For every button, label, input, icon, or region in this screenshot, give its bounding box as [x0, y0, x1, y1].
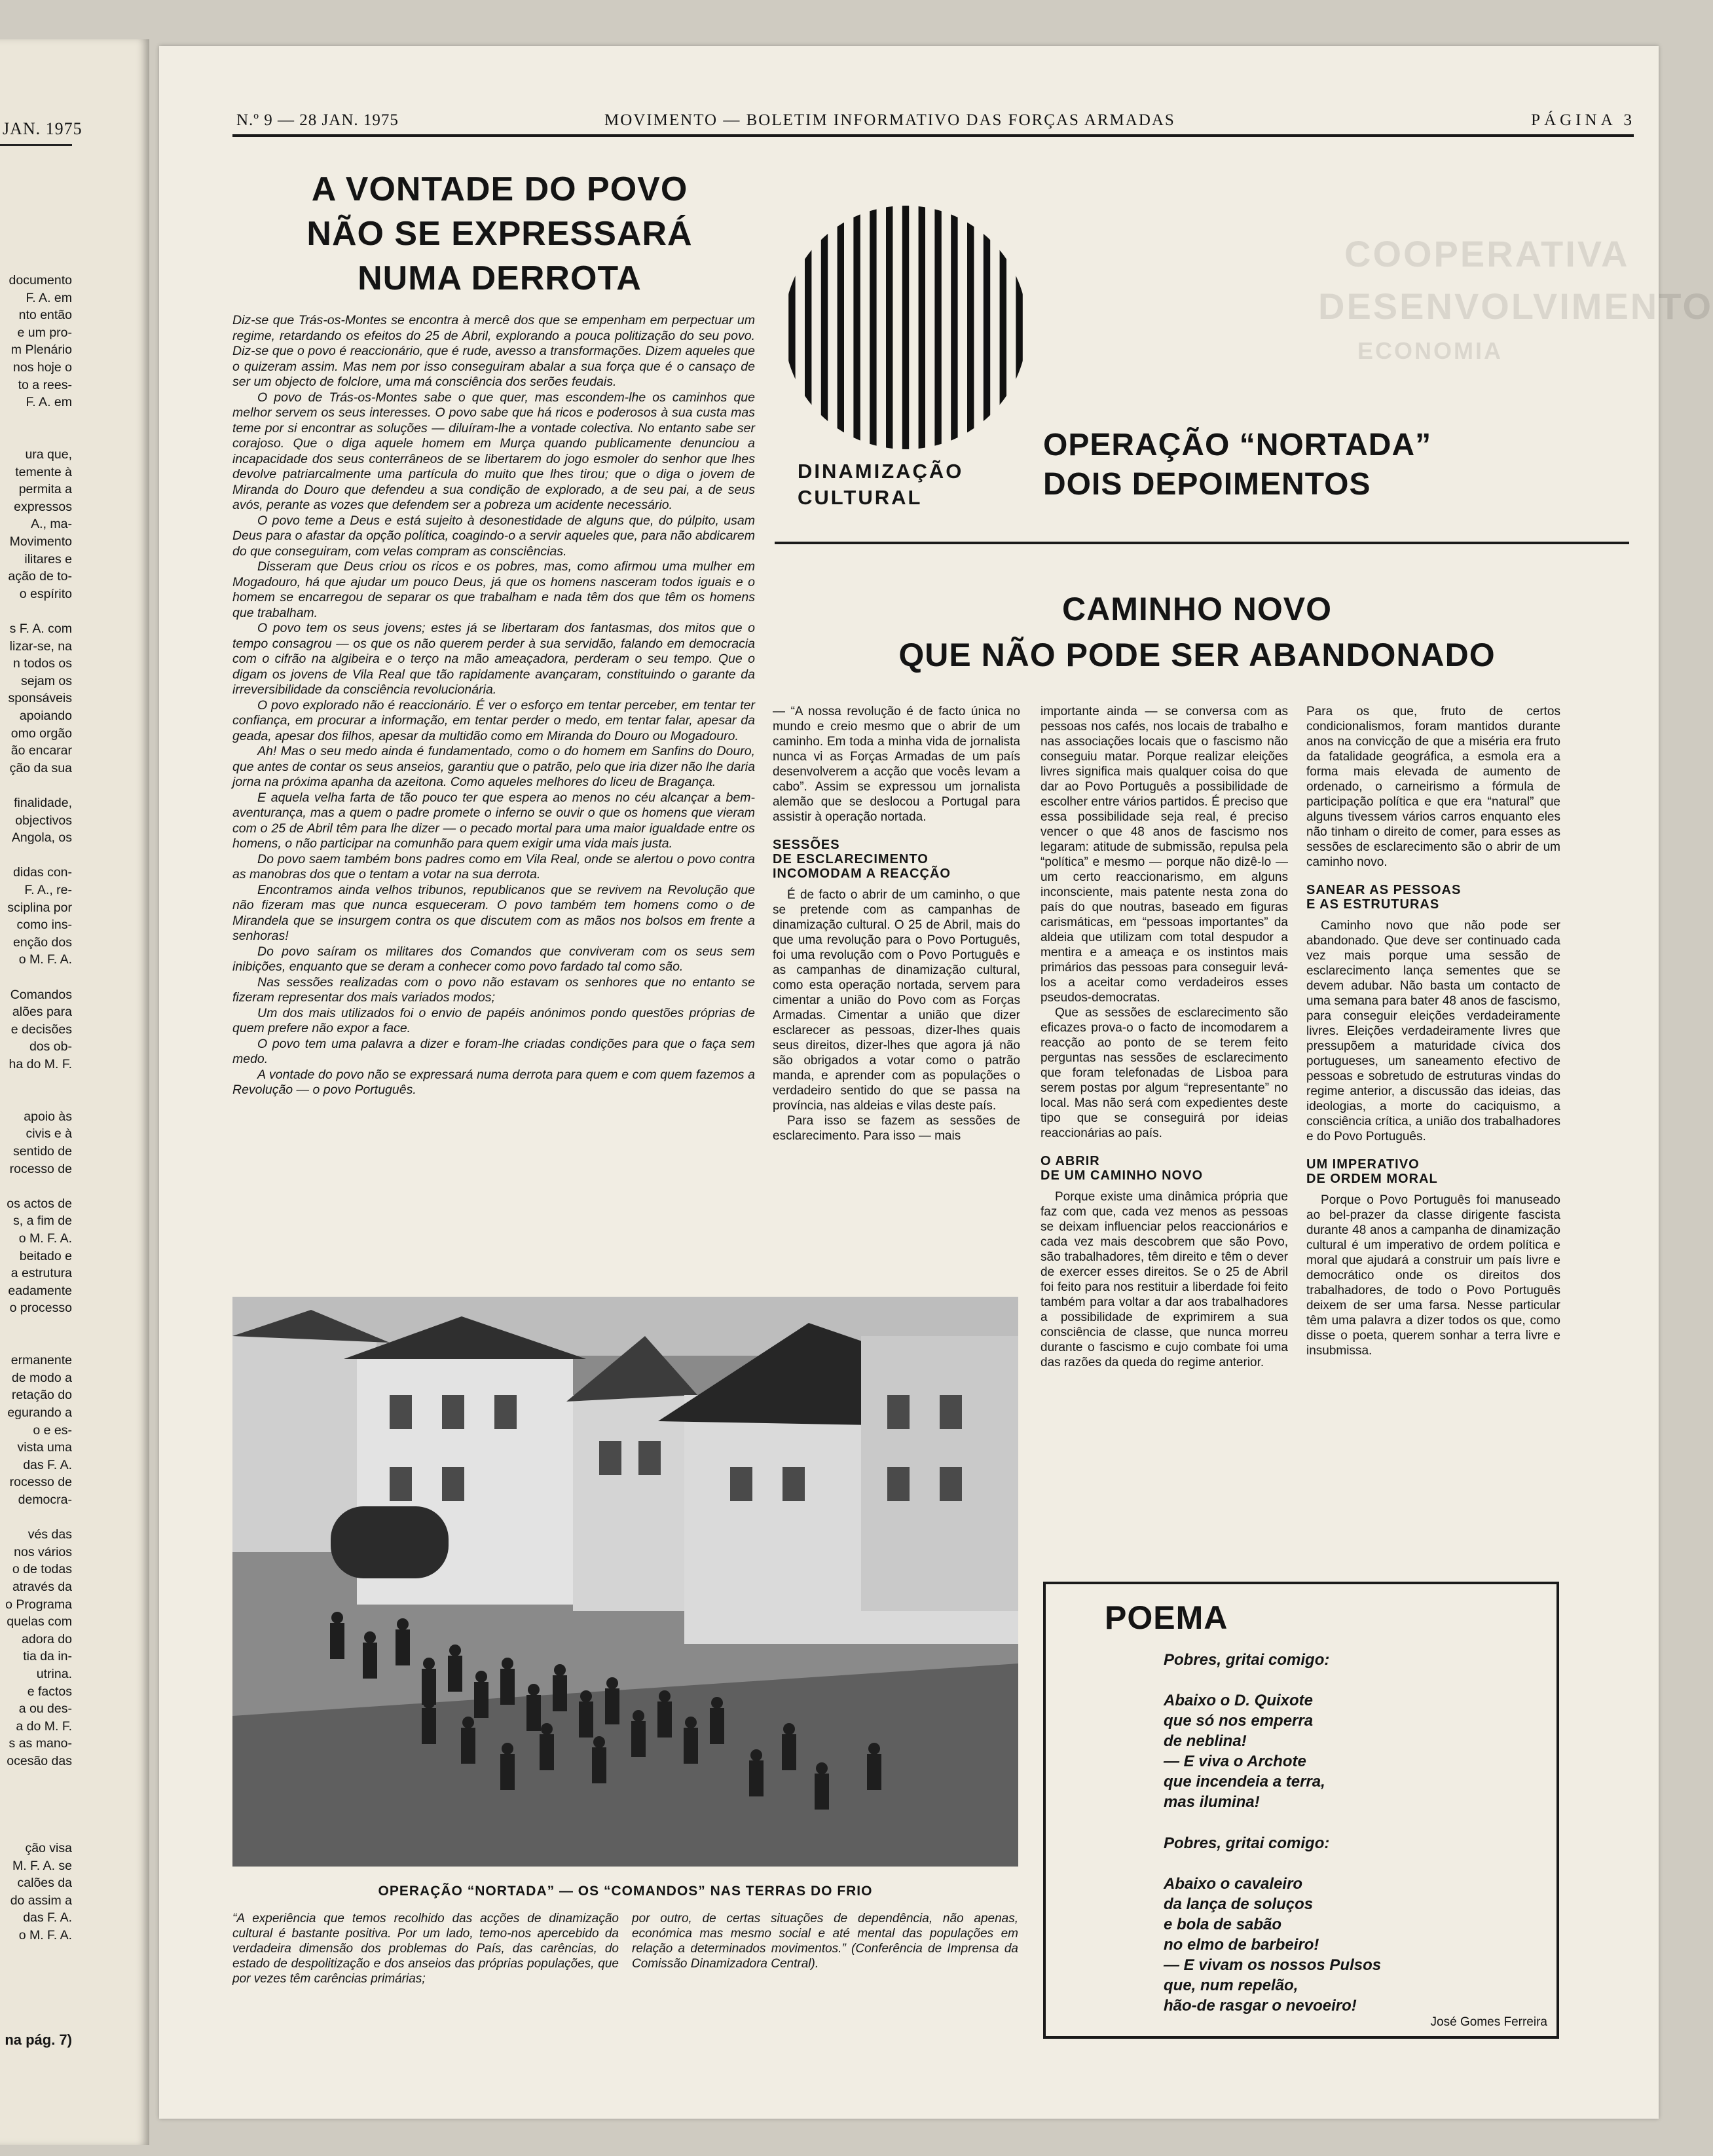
subheading-line: E AS ESTRUTURAS — [1306, 897, 1440, 912]
previous-page-line: nto então — [18, 308, 72, 323]
paragraph: O povo explorado não é reaccionário. É ver o esforço em tentar perceber, em tentar ter confiança, em procurar a informação, em tentar perder o medo, em tentar falar, apesar da geada, apesar dos filhos, apesar da multidão como em Miranda do Douro ou Mogadouro. — [232, 697, 755, 743]
paragraph: Para os que, fruto de certos condicionalismos, foram mantidos durante anos na convicção de que a miséria era fruto da fatalidade geográfica, a esmola era a forma mais elevada de aumento de ordenado, o carneirismo a fórmula de participação política e que era “natural” que alguns tivessem vários carros enquanto eles não tinham o direito de comer, para esses as sessões de esclarecimento são o abrir de um caminho novo. — [1306, 705, 1560, 869]
paragraph: — “A nossa revolução é de facto única no mundo e creio mesmo que o abrir de um caminho. Em toda a minha vida de jornalista nunca vi as Forças Armadas de um país desenvolverem a acção que vocês levam a cabo”. Assim se expressou um jornalista alemão que se deslocou a Portugal para assistir à operação nortada. — [773, 705, 1020, 824]
previous-page-continuation: na pág. 7) — [5, 2032, 72, 2048]
article2-headline — [768, 586, 1626, 678]
logo-label — [798, 458, 963, 511]
article-body — [232, 313, 755, 1098]
previous-page-line: como ins- — [16, 918, 72, 933]
previous-page-line: o espírito — [19, 586, 72, 601]
previous-page-line: documento — [9, 273, 72, 288]
previous-page-line: e um pro- — [17, 325, 72, 340]
logo-bar — [1016, 196, 1022, 458]
previous-page-line: sciplina por — [7, 900, 72, 915]
photo-figure-head — [364, 1631, 376, 1643]
previous-page-line: nos vários — [14, 1544, 72, 1559]
photo-figure-head — [449, 1645, 461, 1656]
poem-line: de neblina! — [1164, 1732, 1247, 1750]
logo-bar — [1000, 196, 1006, 458]
previous-page-line: s F. A. com — [9, 622, 72, 636]
previous-page-line: o Programa — [5, 1597, 72, 1612]
subheading-line: SANEAR AS PESSOAS — [1306, 883, 1462, 897]
section-headline-line: DOIS DEPOIMENTOS — [1043, 467, 1371, 502]
photo-figure-body — [867, 1754, 881, 1790]
poem-title: POEMA — [1105, 1599, 1228, 1636]
previous-page-line: vista uma — [17, 1440, 72, 1455]
photo-figure-body — [330, 1623, 344, 1659]
poem-line: que só nos emperra — [1164, 1712, 1314, 1730]
poem-stanza — [1164, 1833, 1329, 1853]
logo-bar — [853, 196, 860, 458]
previous-page-line: alões para — [12, 1005, 72, 1020]
photo-figure-body — [396, 1629, 410, 1665]
photo-figure-head — [783, 1723, 795, 1735]
poem-line: Abaixo o cavaleiro — [1164, 1875, 1303, 1893]
subheading-line: DE UM CAMINHO NOVO — [1041, 1168, 1203, 1183]
previous-page-line: ação de to- — [8, 569, 72, 584]
previous-page-line: apoiando — [19, 709, 72, 723]
logo-bar — [821, 196, 828, 458]
headline-line: NUMA DERROTA — [358, 259, 642, 297]
paragraph: Para isso se fazem as sessões de esclarecimento. Para isso — mais — [773, 1114, 1020, 1143]
previous-page-line: o processo — [9, 1301, 72, 1316]
photo-window — [887, 1395, 910, 1429]
previous-page-line: a do M. F. — [16, 1719, 72, 1734]
photo-figure-body — [448, 1656, 462, 1692]
photo-window — [599, 1441, 621, 1475]
headline-line: QUE NÃO PODE SER ABANDONADO — [898, 637, 1496, 673]
photo-figure-head — [475, 1671, 487, 1682]
previous-page-line: os actos de — [7, 1196, 72, 1211]
previous-page-line: retação do — [11, 1388, 72, 1403]
subheading-line: INCOMODAM A REACÇÃO — [773, 866, 951, 881]
previous-page-line: o e es- — [33, 1422, 72, 1438]
poem-line: que, num repelão, — [1164, 1977, 1299, 1994]
logo-bar — [984, 196, 990, 458]
previous-page-line: sejam os — [20, 673, 72, 688]
previous-page-line: ção visa — [25, 1841, 72, 1855]
previous-page-line: vés das — [28, 1527, 72, 1542]
previous-page-line: do assim a — [10, 1893, 72, 1908]
photo-caption-right: por outro, de certas situações de dependência, não apenas, económica mas mesmo social e até mental das populações em relação a determinados movimentos.” (Conferência de Imprensa da Comissão Dinamizadora Central). — [632, 1912, 1018, 1971]
previous-page-line: democra- — [18, 1493, 72, 1507]
header-rule — [232, 134, 1634, 137]
village-street-photo — [232, 1297, 1018, 1867]
previous-page-line: permita a — [18, 482, 72, 497]
photo-figure-head — [554, 1664, 566, 1676]
photo-window — [730, 1467, 752, 1501]
show-through-line: DESENVOLVIMENTO — [1318, 286, 1713, 327]
previous-page-line: Angola, os — [11, 830, 72, 846]
paragraph: Disseram que Deus criou os ricos e os pobres, mas, como afirmou uma mulher em Mogadouro, há que ajudar um pouco Deus, já que os homens nasceram todos iguais e o homem se encarregou de separar os que trabalham e nada têm dos que têm os homens que trabalham. — [232, 559, 755, 620]
logo-bar — [838, 196, 844, 458]
photo-figure-head — [331, 1612, 343, 1624]
previous-page-line: didas con- — [13, 865, 72, 880]
paragraph: A vontade do povo não se expressará numa derrota para quem e com quem fazemos a Revolução — o povo Português. — [232, 1067, 755, 1097]
poem-line: Pobres, gritai comigo: — [1164, 1651, 1330, 1669]
previous-page-line: eadamente — [8, 1283, 72, 1298]
previous-page-line: tementе à — [15, 464, 72, 479]
previous-page-line: Comandos — [10, 987, 72, 1002]
previous-page-line: nos hoje o — [13, 360, 72, 375]
logo-bar — [934, 196, 941, 458]
photo-figure-body — [422, 1708, 436, 1744]
photo-figure-body — [461, 1728, 475, 1764]
poem-line: — E viva o Archote — [1164, 1753, 1306, 1770]
previous-page-line: F. A. em — [26, 395, 72, 410]
paragraph: O povo tem os seus jovens; estes já se libertaram dos fantasmas, dos mitos que o tempo consagrou — os que os não querem perder à sua servidão, falando em democracia com o cifrão na algibeira e o terço na mão ameaçadora, perderam o seu tempo. Que o digam os jovens de Vila Real que tão rapidamente avançaram, constituindo o garante da irreversibilidade da consciência revolucionária. — [232, 621, 755, 697]
poem-author: José Gomes Ferreira — [1430, 2015, 1547, 2029]
previous-page-edge — [0, 39, 149, 2145]
subheading — [1306, 1157, 1560, 1186]
previous-page-line: o de todas — [12, 1562, 72, 1577]
previous-page-line: calões da — [17, 1876, 72, 1891]
photo-figure-head — [711, 1697, 723, 1709]
poem-stanza — [1164, 1690, 1325, 1812]
previous-page-line: omo orgão — [10, 726, 72, 741]
previous-page-line: das F. A. — [23, 1910, 72, 1925]
photo-window — [638, 1441, 661, 1475]
photo-figure-head — [397, 1618, 409, 1630]
previous-page-line: apoio às — [24, 1109, 72, 1124]
poem-line: Pobres, gritai comigo: — [1164, 1834, 1330, 1852]
previous-page-line: rocesso de — [9, 1161, 72, 1176]
poem-box — [1043, 1582, 1559, 2039]
previous-page-line: s as mano- — [9, 1736, 72, 1751]
photo-figure-body — [540, 1734, 554, 1770]
photo-window — [887, 1467, 910, 1501]
previous-page-line: de modo a — [11, 1370, 72, 1385]
page-number: PÁGINA 3 — [1531, 111, 1636, 129]
previous-page-rule — [0, 144, 72, 146]
logo-bar — [919, 196, 925, 458]
photo-figure-body — [815, 1774, 829, 1810]
previous-page-line: a estrutura — [10, 1266, 72, 1281]
previous-page-line: dos ob- — [29, 1039, 72, 1054]
photo-figure-body — [553, 1675, 567, 1711]
paragraph: Que as sessões de esclarecimento são eficazes prova-o o facto de incomodarem a reacção ao ponto de se terem feito perguntas nas sessões de esclarecimento que foram telefonadas de Lisboa para serem postas por algum “representante” no local. Mas não será com expedientes deste tipo que se conseguirá por ideias reaccionárias ao país. — [1041, 1006, 1288, 1140]
previous-page-line: através da — [12, 1580, 72, 1594]
poem-line: hão-de rasgar o nevoeiro! — [1164, 1997, 1357, 2015]
subheading-line: DE ORDEM MORAL — [1306, 1172, 1438, 1186]
paragraph: Encontramos ainda velhos tribunos, republicanos que se revivem na Revolução que não fizeram mas que nunca esqueceram. O povo também tem homens como o de Mirandela que se insurgem contra os que discutem com as mãos nos bolsos em frente a senhoras! — [232, 882, 755, 943]
headline-line: A VONTADE DO POVO — [311, 170, 688, 208]
photo-figure-head — [593, 1736, 605, 1748]
article2-column-1 — [773, 704, 1020, 1143]
previous-page-line: s, a fim de — [13, 1214, 72, 1229]
previous-page-line: sentido de — [13, 1144, 72, 1159]
photo-figure-head — [868, 1743, 880, 1755]
show-through-line: ECONOMIA — [1357, 337, 1503, 364]
photo-figure-head — [462, 1717, 474, 1728]
photo-figure-body — [782, 1734, 796, 1770]
previous-page-line: o M. F. A. — [18, 952, 72, 967]
poem-line: e bola de sabão — [1164, 1916, 1282, 1933]
previous-page-line: n todos os — [13, 656, 72, 671]
previous-page-line: to a rees- — [18, 377, 72, 392]
logo-bar — [788, 196, 795, 458]
photo-window — [390, 1395, 412, 1429]
paragraph: O povo teme a Deus e está sujeito à desonestidade de alguns que, do púlpito, usam Deus para o afastar da opção política, coagindo-o a servir aqueles que, para não abdicarem do que conseguiram, com velas compram as consciências. — [232, 513, 755, 559]
previous-page-line: ura que, — [25, 447, 72, 462]
paragraph: E aquela velha farta de tão pouco ter que espera ao menos no céu alcançar a bem-aventurança, mas a quem o padre promete o inferno se ouvir o que os homens que vieram com o 25 de Abril têm para lhe dizer — o pecado mortal para uma maior igualdade entre os homens, o não participar na comunhão para quem exigir uma vida mais justa. — [232, 790, 755, 851]
paragraph: Diz-se que Trás-os-Montes se encontra à mercê dos que se empenham em perpectuar um regime, retardando os efeitos do 25 de Abril, explorando a pouca politização do seu povo. Diz-se que o povo é reaccionário, que é rude, avesso a transformações. Dizem aqueles que o quizeram assim. Mas nem por isso conseguiram abalar a sua força que é o cansaço de ser um objecto de folclore, uma má consciência dos serões feudais. — [232, 313, 755, 389]
photo-figure-head — [528, 1684, 540, 1696]
previous-page-line: tia da in- — [23, 1649, 72, 1664]
paragraph: Do povo saem também bons padres como em Vila Real, onde se alertou o povo contra as manobras dos que o tentam a votar na sua derrota. — [232, 851, 755, 882]
previous-page-line: A., ma- — [31, 517, 72, 532]
previous-page-line: e factos — [27, 1684, 72, 1699]
logo-bar — [951, 196, 957, 458]
poem-stanza — [1164, 1874, 1381, 2016]
photo-figure-body — [500, 1669, 515, 1705]
photo-figure-body — [631, 1721, 646, 1757]
previous-page-line: ão encarar — [10, 743, 72, 758]
photo-window — [940, 1467, 962, 1501]
previous-page-line: sponsáveis — [8, 691, 72, 706]
article2-column-2 — [1041, 704, 1288, 1370]
previous-page-line: quelas com — [7, 1614, 72, 1629]
photo-figure-body — [474, 1682, 488, 1718]
photo-window — [442, 1467, 464, 1501]
previous-page-line: m Plenário — [10, 343, 72, 358]
photo-figure-head — [423, 1658, 435, 1669]
paragraph: importante ainda — se conversa com as pessoas nos cafés, nos locais de trabalho e nas associações locais que o fascismo não conseguiu matar. Porque realizar eleições livres significa mais qualquer coisa do que dar ao Povo Português a possibilidade de escolher entre vários partidos. É preciso que essa possibilidade seja real, é preciso vencer o que 48 anos de fascismo nos legaram: atitude de submissão, repulsa pela “política” e mesmo — porque não dizê-lo — um certo reaccionarismo, em alguns inconsciente, mais patente nesta zona do país do que noutras, baseado em figuras carismáticas, em “pessoas importantes” da aldeia que utilizam com total despudor a mentira e a ameaça e os instintos mais primários das pessoas para conseguir levá-los a aceitar como verdadeiros esses pseudos-democratas. — [1041, 705, 1288, 1005]
paragraph: Um dos mais utilizados foi o envio de papéis anónimos pondo questões próprias de quem prefere não expor a face. — [232, 1005, 755, 1035]
photo-figure-body — [363, 1643, 377, 1679]
poem-line: mas ilumina! — [1164, 1793, 1260, 1811]
photo-figure-body — [657, 1701, 672, 1738]
dinamizacao-cultural-logo — [775, 196, 1037, 458]
paragraph: Do povo saíram os militares dos Comandos que conviveram com os seus sem inibições, enquanto que se deram a conhecer como povo fardado tal como são. — [232, 944, 755, 974]
paragraph: Caminho novo que não pode ser abandonado. Que deve ser continuado cada vez mais porque uma sessão de esclarecimento lança sementes que se devem adubar. Não basta um contacto de uma semana para bater 48 anos de fascismo, para conseguir eleições verdadeiramente livres. Eleições verdadeiramente livres que pressupõem a maturidade cívica dos portugueses, um saneamento efectivo de pessoas e sobretudo de estruturas vindas do regime anterior, a discussão das ideias, das ideologias, a morte do caciquismo, a consciência crítica, a união dos trabalhadores e do Povo Português. — [1306, 919, 1560, 1143]
subheading-line: O ABRIR — [1041, 1154, 1100, 1168]
poem-line: no elmo de barbeiro! — [1164, 1936, 1319, 1954]
photo-figure-body — [579, 1701, 593, 1738]
article2-column-3 — [1306, 704, 1560, 1358]
previous-page-line: ilitares e — [24, 551, 72, 567]
publication-name: MOVIMENTO — BOLETIM INFORMATIVO DAS FORÇAS ARMADAS — [604, 111, 1175, 129]
logo-bar — [870, 196, 876, 458]
photo-figure-head — [423, 1697, 435, 1709]
poem-line: que incendeia a terra, — [1164, 1773, 1325, 1791]
headline-line: NÃO SE EXPRESSARÁ — [306, 215, 693, 253]
photo-figure-head — [580, 1690, 592, 1702]
photo-figure-head — [606, 1677, 618, 1689]
photo-figure-body — [605, 1688, 619, 1724]
previous-page-line: o M. F. A. — [18, 1231, 72, 1246]
photo-figure-body — [500, 1754, 515, 1790]
subheading-line: SESSÕES — [773, 838, 840, 852]
poem-line: — E vivam os nossos Pulsos — [1164, 1956, 1382, 1974]
previous-page-line: lizar-se, na — [9, 639, 72, 654]
photo-figure-head — [685, 1717, 697, 1728]
subheading — [1306, 883, 1560, 912]
logo-bar — [805, 196, 811, 458]
poem-line: da lança de soluços — [1164, 1895, 1314, 1913]
paragraph: Porque existe uma dinâmica própria que faz com que, cada vez menos as pessoas se deixam influenciar pelos reaccionários e cada vez mais descobrem que são Povo, são trabalhadores, têm direito e têm o dever de exercer esses direitos. Se o 25 de Abril foi feito para nos restituir a liberdade foi feito também para voltar a dar aos trabalhadores a possibilidade de exprimirem a sua consciência de classe, que nunca morreu durante o fascismo e cujo combate foi uma das razões da queda do regime anterior. — [1041, 1190, 1288, 1369]
photo-window — [442, 1395, 464, 1429]
subheading-line: UM IMPERATIVO — [1306, 1157, 1420, 1172]
previous-page-line: finalidade, — [14, 796, 72, 810]
logo-label-line: CULTURAL — [798, 486, 923, 509]
previous-page-line: das F. A. — [23, 1457, 72, 1472]
previous-page-line: civis e à — [26, 1126, 72, 1142]
show-through-line: COOPERATIVA — [1344, 233, 1630, 274]
photo-figure-head — [633, 1710, 644, 1722]
section-headline — [1043, 426, 1431, 504]
previous-page-line: Movimento — [9, 534, 72, 549]
previous-page-line: a ou des- — [18, 1701, 72, 1717]
previous-page-date: JAN. 1975 — [3, 119, 83, 138]
newspaper-page — [159, 46, 1713, 2119]
previous-page-line: M. F. A. se — [12, 1858, 72, 1873]
previous-page-line: objectivos — [15, 813, 72, 828]
previous-page-line: F. A. em — [26, 290, 72, 305]
photo-window — [940, 1395, 962, 1429]
photo-figure-body — [684, 1728, 698, 1764]
headline-line: CAMINHO NOVO — [1062, 591, 1332, 627]
paragraph: O povo tem uma palavra a dizer e foram-lhe criadas condições para que o faça sem medo. — [232, 1036, 755, 1066]
issue-date: N.º 9 — 28 JAN. 1975 — [236, 111, 399, 129]
previous-page-line: ção da sua — [9, 760, 72, 775]
photo-figure-head — [816, 1762, 828, 1774]
subheading — [773, 838, 1020, 881]
paragraph: Ah! Mas o seu medo ainda é fundamentado, como o do homem em Sanfins do Douro, que antes de contar os seus anseios, garantiu que o patrão, pelo que iria dizer não lhe daria jorna na próxima apanha da azeitona. Como aqueles melhores do liceu de Bragança. — [232, 744, 755, 789]
subheading-line: DE ESCLARECIMENTO — [773, 852, 929, 866]
section-rule — [775, 542, 1629, 544]
photo-figure-body — [526, 1695, 541, 1731]
photo-caption-title: OPERAÇÃO “NORTADA” — OS “COMANDOS” NAS TERRAS DO FRIO — [378, 1884, 873, 1899]
photo-illustration — [232, 1297, 1018, 1867]
photo-caption-left: “A experiência que temos recolhido das acções de dinamização cultural é bastante positiva. Por um lado, temo-nos apercebido da verdadeira dimensão dos problemas do País, das carências, do estado de despolitização e dos anseios das próprias populações, que por vezes têm carências primárias; — [232, 1912, 619, 1986]
previous-page-line: o M. F. A. — [18, 1928, 72, 1942]
photo-figure-head — [659, 1690, 671, 1702]
previous-page-line: ermanente — [10, 1353, 72, 1368]
previous-page-line: beitado e — [19, 1248, 72, 1263]
subheading — [1041, 1154, 1288, 1183]
photo-figure-head — [502, 1743, 513, 1755]
poem-line: Abaixo o D. Quixote — [1164, 1692, 1314, 1709]
poem-stanza — [1164, 1650, 1329, 1670]
paragraph: É de facto o abrir de um caminho, o que se pretende com as campanhas de dinamização cultural. O 25 de Abril, mais do que uma revolução para o Povo Português, foi uma revolução com o Povo Português e as campanhas de dinamização cultural, como esta operação nortada, servem para cimentar a união do Povo com as Forças Armadas. Cimentar a união que dizer esclarecer as pessoas, dizer-lhes quais seus direitos, dizer-lhes que agora já não são obrigados a votar como o patrão manda, e aprender com as populações o verdadeiro sentido do que se passa na província, nas aldeias e vilas deste país. — [773, 888, 1020, 1113]
previous-page-line: adora do — [22, 1631, 72, 1646]
paragraph: O povo de Trás-os-Montes sabe o que quer, mas escondem-lhe os caminhos que melhor servem os seus interesses. O povo sabe que há ricos e poderosos à sua custa mas teme por si encontrar as soluções — diluíram-lhe a vontade colectiva. No entanto sabe ser corajoso. Que o diga aquele homem em Murça quando publicamente denunciou a incapacidade dos seus conterrâneos de se libertarem do jogo esmoler do senhor que lhes devolve patriarcalmente uma partícula do muito que lhes tirou; que o diga o jovem de Miranda do Douro que defendeu a sua condição de explorado, a de seu pai, a de seus avós, perante as vozes que defendem ser a pobreza um acidente necessário. — [232, 390, 755, 512]
previous-page-line: e decisões — [10, 1022, 72, 1037]
previous-page-line: utrina. — [36, 1667, 72, 1681]
previous-page-line: ocesão das — [7, 1754, 72, 1768]
section-headline-line: OPERAÇÃO “NORTADA” — [1043, 428, 1432, 462]
photo-figure-head — [502, 1658, 513, 1669]
previous-page-line: ha do M. F. — [9, 1057, 72, 1071]
previous-page-line: egurando a — [7, 1405, 72, 1420]
photo-figure-head — [750, 1749, 762, 1761]
logo-bar — [967, 196, 974, 458]
article-headline — [257, 167, 742, 301]
photo-window — [390, 1467, 412, 1501]
logo-label-line: DINAMIZAÇÃO — [798, 460, 964, 483]
previous-page-line: F. A., re- — [24, 883, 72, 897]
photo-window — [783, 1467, 805, 1501]
photo-window — [494, 1395, 517, 1429]
logo-bar — [902, 196, 909, 458]
photo-figure-head — [541, 1723, 553, 1735]
paragraph: Nas sessões realizadas com o povo não estavam os senhores que no entanto se fizeram representar dos mais variados modos; — [232, 975, 755, 1005]
paragraph: Porque o Povo Português foi manuseado ao bel-prazer da classe dirigente fascista durante 48 anos a campanha de dinamização cultural é um imperativo de ordem política e moral que ajudará a construir um país livre e democrático onde os direitos dos trabalhadores, de todo o Povo Português deixem de ser uma farsa. Nesse particular têm uma palavra a dizer todos os que, como disse o poeta, querem sonhar a terra livre e insubmissa. — [1306, 1193, 1560, 1358]
previous-page-line: enção dos — [13, 935, 72, 950]
photo-figure-body — [710, 1708, 724, 1744]
previous-page-line: expressos — [14, 499, 72, 514]
previous-page-line: rocesso de — [9, 1475, 72, 1490]
logo-bar — [886, 196, 893, 458]
photo-figure-body — [749, 1760, 764, 1796]
photo-figure-body — [592, 1747, 606, 1783]
